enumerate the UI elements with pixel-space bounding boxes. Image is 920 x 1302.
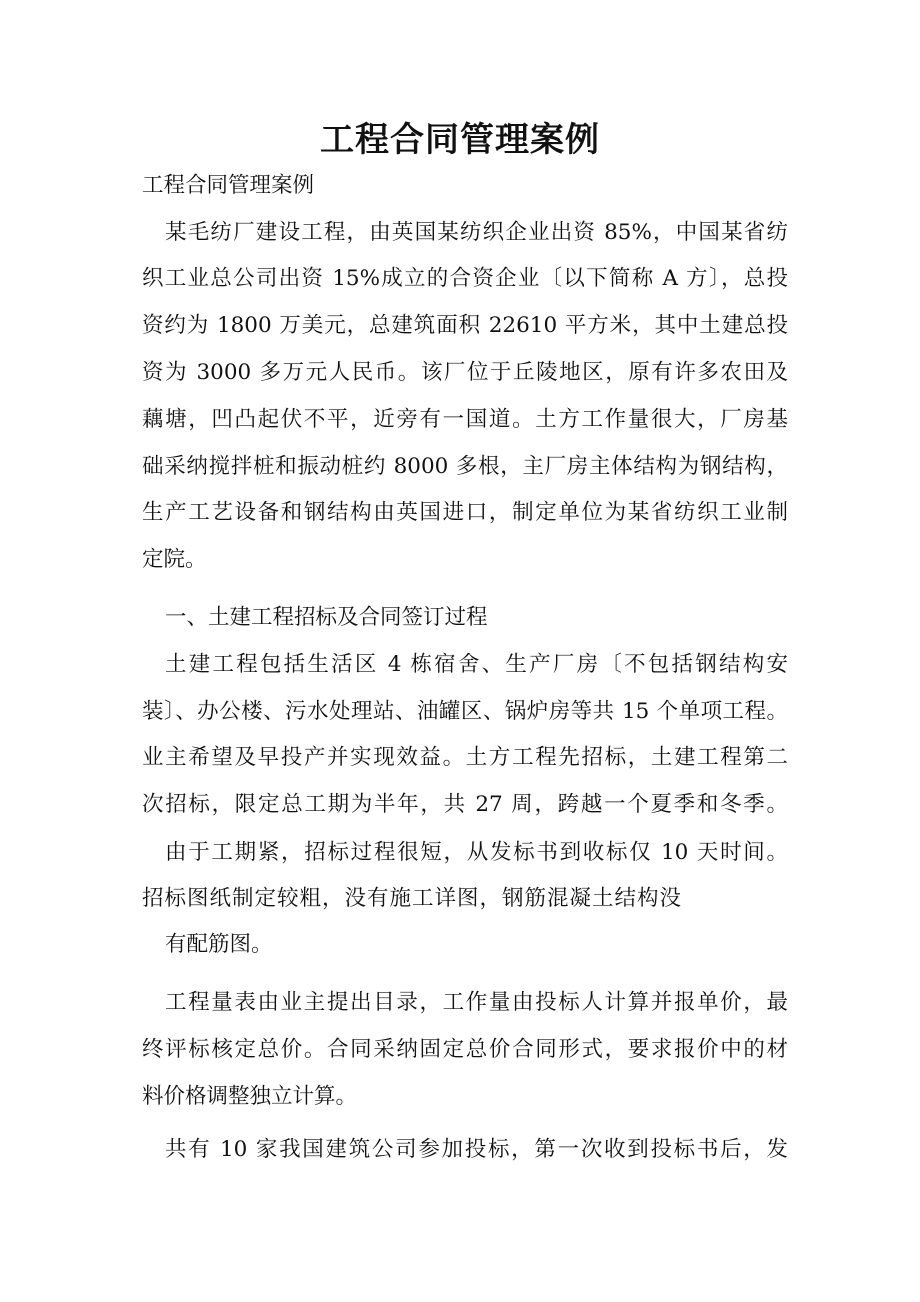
paragraph-line: 藕塘，凹凸起伏不平，近旁有一国道。土方工作量很大，厂房基 bbox=[142, 407, 788, 432]
paragraph-line: 共有 10 家我国建筑公司参加投标，第一次收到投标书后，发 bbox=[165, 1137, 788, 1162]
paragraph-line: 业主希望及早投产并实现效益。土方工程先招标，土建工程第二 bbox=[142, 745, 788, 770]
paragraph-line: 织工业总公司出资 15%成立的合资企业〔以下简称 A 方〕，总投 bbox=[142, 266, 788, 291]
section-heading: 一、土建工程招标及合同签订过程 bbox=[165, 605, 488, 630]
subtitle: 工程合同管理案例 bbox=[142, 173, 315, 198]
paragraph-line: 有配筋图。 bbox=[165, 932, 273, 957]
paragraph-line: 由于工期紧，招标过程很短，从发标书到收标仅 10 天时间。 bbox=[165, 840, 788, 865]
paragraph-line: 终评标核定总价。合同采纳固定总价合同形式，要求报价中的材 bbox=[142, 1037, 788, 1062]
paragraph-line: 生产工艺设备和钢结构由英国进口，制定单位为某省纺织工业制 bbox=[142, 500, 788, 525]
paragraph-line: 装〕、办公楼、污水处理站、油罐区、锅炉房等共 15 个单项工程。 bbox=[142, 699, 788, 724]
paragraph-line: 土建工程包括生活区 4 栋宿舍、生产厂房〔不包括钢结构安 bbox=[165, 652, 788, 677]
paragraph-line: 次招标，限定总工期为半年，共 27 周，跨越一个夏季和冬季。 bbox=[142, 792, 788, 817]
paragraph-line: 础采纳搅拌桩和振动桩约 8000 多根，主厂房主体结构为钢结构， bbox=[142, 454, 788, 479]
paragraph-line: 定院。 bbox=[142, 547, 207, 572]
paragraph-line: 工程量表由业主提出目录，工作量由投标人计算并报单价，最 bbox=[165, 990, 788, 1015]
paragraph-line: 料价格调整独立计算。 bbox=[142, 1084, 358, 1109]
paragraph-line: 招标图纸制定较粗，没有施工详图，钢筋混凝土结构没 bbox=[142, 886, 683, 911]
paragraph-line: 资约为 1800 万美元，总建筑面积 22610 平方米，其中土建总投 bbox=[142, 313, 788, 338]
paragraph-line: 资为 3000 多万元人民币。该厂位于丘陵地区，原有许多农田及 bbox=[142, 360, 788, 385]
paragraph-line: 某毛纺厂建设工程，由英国某纺织企业出资 85%，中国某省纺 bbox=[165, 220, 788, 245]
document-title: 工程合同管理案例 bbox=[320, 120, 600, 160]
